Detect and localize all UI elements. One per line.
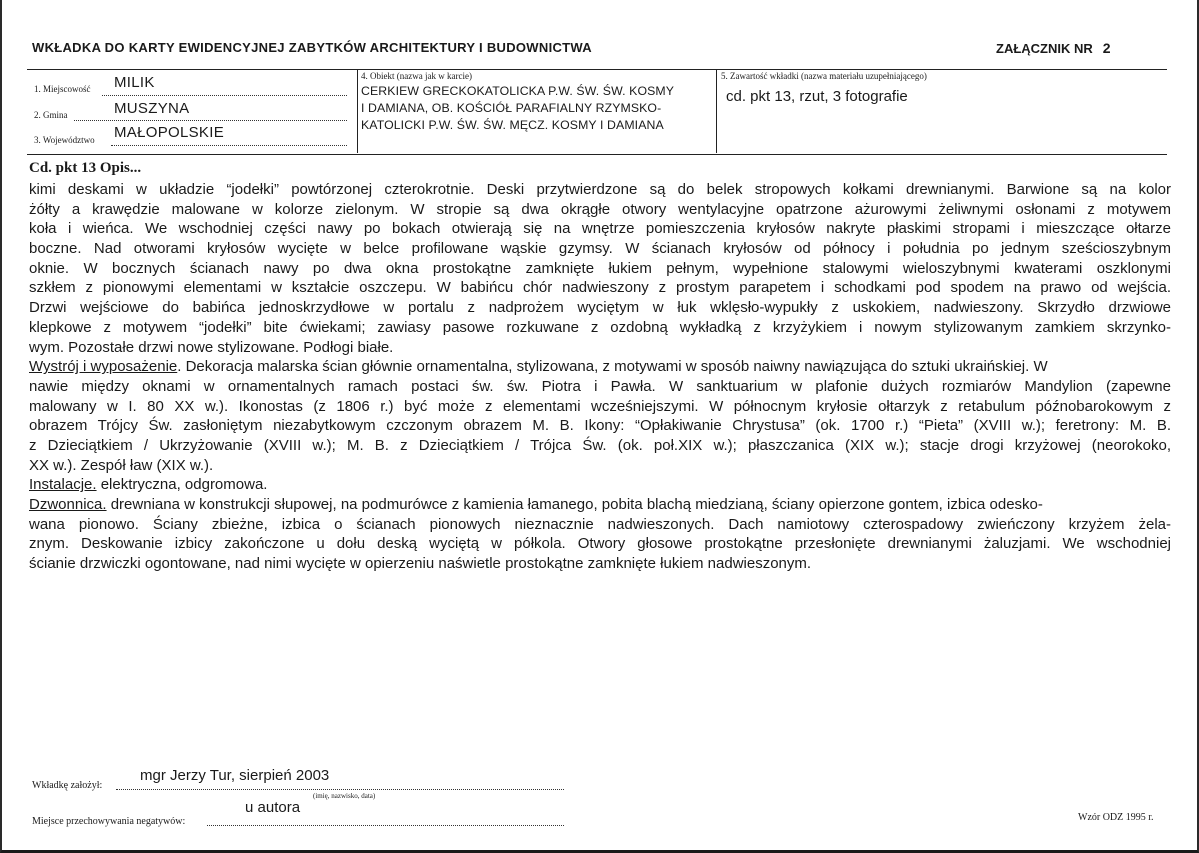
place-value: MILIK <box>114 74 155 91</box>
object-line-2: I DAMIANA, OB. KOŚCIÓŁ PARAFIALNY RZYMSKO- <box>361 101 662 115</box>
description-line: wym. Pozostałe drzwi nowe stylizowane. Podłogi białe. <box>29 338 394 356</box>
installations-text: elektryczna, odgromowa. <box>96 476 268 494</box>
description-line <box>29 357 1171 377</box>
commune-label: 2. Gmina <box>34 110 68 120</box>
object-line-3: KATOLICKI P.W. ŚW. ŚW. MĘCZ. KOSMY I DAMIANA <box>361 118 664 132</box>
furnishings-text: . Dekoracja malarska ścian głównie ornamentalna, stylizowana, z motywami w sposób naiwny nawiązująca do sztuki ukraińskiej. W <box>177 358 1048 376</box>
description-line: kimi deskami w układzie “jodełki” powtórzonej czterokrotnie. Deski przytwierdzone są do belek stropowych kołkami drewnianymi. Barwione są na kolor <box>29 181 1171 198</box>
author-label: Wkładkę założył: <box>32 780 103 791</box>
description-line: XX w.). Zespół ław (XIX w.). <box>29 456 214 474</box>
object-line-1: CERKIEW GRECKOKATOLICKA P.W. ŚW. ŚW. KOSMY <box>361 84 675 98</box>
annex-number: 2 <box>1102 40 1111 56</box>
description-line: oknie. W bocznych ścianach nawy po dwa okna prostokątne zamknięte łukiem pełnym, wypełnione stalowymi wieloszybnymi kwaterami oszklonymi <box>29 259 1171 277</box>
description-line <box>29 475 1171 495</box>
commune-value: MUSZYNA <box>114 100 190 117</box>
furnishings-heading: Wystrój i wyposażenie <box>29 358 178 376</box>
description-line: nawie między oknami w ornamentalnych ramach postaci św. św. Piotra i Pawła. W sanktuarium w plafonie dużych rozmiarów Mandylion (zapewne <box>29 377 1171 395</box>
info-box-divider-1 <box>357 69 358 153</box>
info-box-divider-2 <box>716 69 717 153</box>
description-line: ścianie drzwiczki ogontowane, nad nimi wycięte w opierzeniu naświetle prostokątne zamknięte łukiem nadwieszonym. <box>29 555 812 573</box>
negatives-label: Miejsce przechowywania negatywów: <box>32 816 186 827</box>
voivodeship-label: 3. Województwo <box>34 135 95 145</box>
author-value: mgr Jerzy Tur, sierpień 2003 <box>140 767 330 784</box>
description-line: malowany w I. 80 XX w.). Ikonostas (z 1806 r.) być może z elementami wcześniejszymi. W północnym kryłosie ołtarzyk z retabulum późnobarokowym z <box>29 397 1171 415</box>
author-dotted-line <box>116 789 564 790</box>
annex-label <box>996 40 1111 56</box>
negatives-value: u autora <box>245 799 301 816</box>
belfry-text: drewniana w konstrukcji słupowej, na podmurówce z kamienia łamanego, pobita blachą miedzianą, ściany opierzone gontem, izbica odesko- <box>106 496 1043 514</box>
negatives-dotted-line <box>207 825 564 826</box>
form-model: Wzór ODZ 1995 r. <box>1078 812 1154 823</box>
commune-dotted-line <box>74 120 347 121</box>
contents-value: cd. pkt 13, rzut, 3 fotografie <box>726 88 908 105</box>
description-line: z Dzieciątkiem / Ukrzyżowanie (XVIII w.); M. B. z Dzieciątkiem / Trójca Św. (ok. poł.XIX w.); płaszczanica (XIX w.); stacje drogi krzyżowej (neorokoko, <box>29 436 1171 454</box>
description-line: obrazem Trójcy Św. zasłoniętym niezabytkowym czczonym obrazem M. B. Ikony: “Opłakiwanie Chrystusa” (ok. 1700 r.) “Pieta” (XVIII w.); feretrony: M. B. <box>29 417 1171 435</box>
voivodeship-value: MAŁOPOLSKIE <box>114 124 225 141</box>
voivodeship-dotted-line <box>111 145 347 146</box>
description-line: boczne. Nad otworami kryłosów wycięte w belce profilowane wąskie gzymsy. W ścianach kryłosów od północy i południa po jednym sześcioszybnym <box>29 240 1171 258</box>
author-note: (imię, nazwisko, data) <box>313 792 376 800</box>
description-line <box>29 495 1171 515</box>
description-line: Drzwi wejściowe do babińca jednoskrzydłowe w portalu z nadprożem wyciętym w łuk wklęsło-wypukły z uskokiem, nadwieszony. Skrzydło drzwiowe <box>29 299 1171 317</box>
description-line: znym. Deskowanie izbicy zakończone u dołu deską wyciętą w półkola. Otwory głosowe prostokątne przesłonięte drewnianymi żaluzjami. We wschodniej <box>29 535 1171 553</box>
description-line: szkłem z pionowymi elementami w kształcie oszczepu. W babińcu chór nadwieszony z prostym parapetem i schodkami pod spodem na prawo od wejścia. <box>29 279 1171 297</box>
section-heading: Cd. pkt 13 Opis... <box>29 160 142 176</box>
contents-label: 5. Zawartość wkładki (nazwa materiału uzupełniającego) <box>721 71 927 81</box>
object-label: 4. Obiekt (nazwa jak w karcie) <box>361 71 472 81</box>
document-title: WKŁADKA DO KARTY EWIDENCYJNEJ ZABYTKÓW ARCHITEKTURY I BUDOWNICTWA <box>32 40 592 55</box>
description-line: wana pionowo. Ściany zbieżne, izbica o ścianach pionowych nieznacznie nadwieszonych. Dach namiotowy czterospadowy zwieńczony krzyżem żela- <box>29 515 1171 533</box>
place-label: 1. Miejscowość <box>34 84 91 94</box>
installations-heading: Instalacje. <box>29 476 97 494</box>
belfry-heading: Dzwonnica. <box>29 496 107 514</box>
description-text <box>29 180 1171 574</box>
description-line: klepkowe z motywem “jodełki” bite ćwiekami; zawiasy pasowe rozkuwane z ozdobną wykładką z krzyżykiem i nowym stylizowanym zamkiem skrzynko- <box>29 318 1171 336</box>
description-line: żółty a krawędzie malowane w kolorze zielonym. W stropie są dwa okrągłe otwory wentylacyjne opatrzone ażurowymi żeliwnymi osłonami z motywem <box>29 200 1171 218</box>
annex-label-text: ZAŁĄCZNIK NR <box>996 41 1093 56</box>
place-dotted-line <box>102 95 347 96</box>
description-line: koła i wieńca. We wschodniej części nawy po bokach otwierają się na wnętrze pomieszczenia kryłosów nakryte płaskimi stropami i mieszczące ołtarze <box>29 220 1171 238</box>
